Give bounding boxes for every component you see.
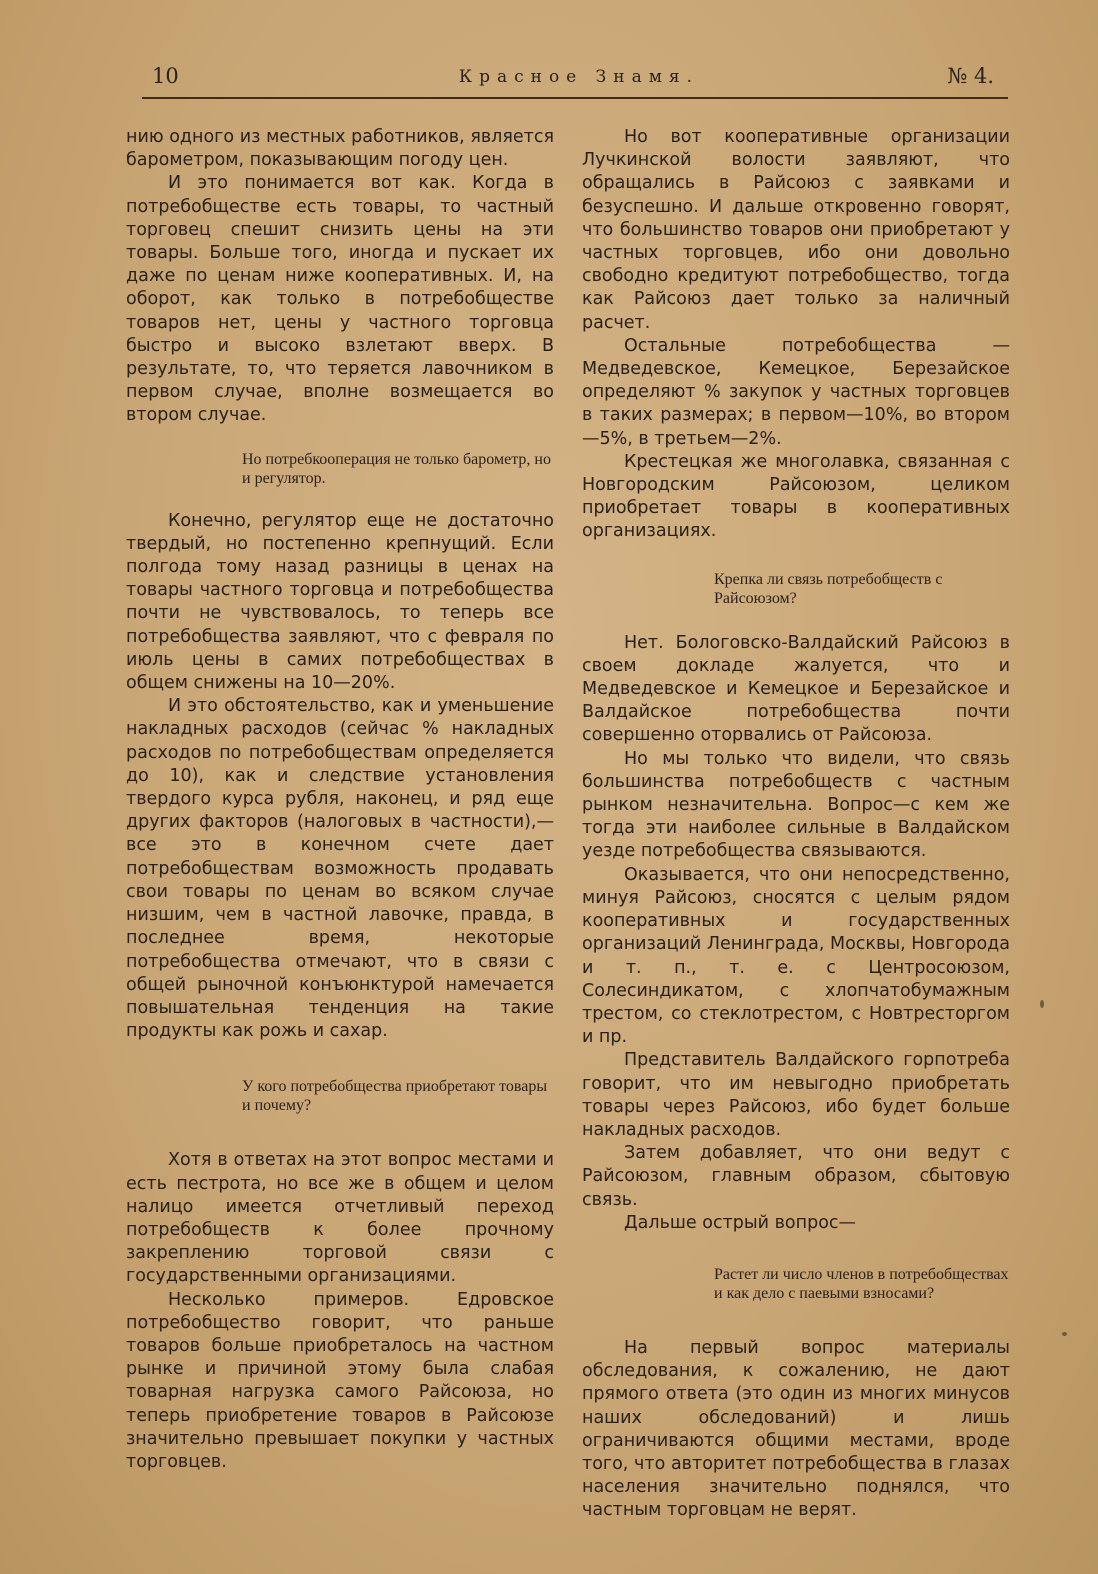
left-column — [126, 126, 554, 1474]
header-rule — [142, 97, 1008, 99]
section-subheading: Растет ли число членов в потребобществах и как дело с паевыми взносами? — [714, 1265, 1009, 1302]
paragraph: Несколько примеров. Едровское потребобщество говорит, что раньше товаров больше приобреталось на частном рынке и причиной этому была слабая товарная нагрузка самого Райсоюза, но теперь приобретение товаров в Райсоюзе значительно превышает покупки у частных торговцев. — [126, 1289, 554, 1472]
paragraph: Но вот кооперативные организации Лучкинской волости заявляют, что обращались в Райсоюз с заявками и безуспешно. И дальше откровенно говорят, что большинство товаров они приобретают у частных торговцев, ибо они довольно свободно кредитуют потребобщество, тогда как Райсоюз дает только за наличный расчет. — [582, 127, 1010, 333]
paragraph: нию одного из местных работников, является барометром, показывающим погоду цен. — [126, 127, 554, 171]
ink-spot — [1062, 1332, 1067, 1336]
right-column — [582, 126, 1010, 1523]
section-subheading: Крепка ли связь потребобществ с Райсоюзом? — [714, 570, 943, 607]
page-number: 10 — [152, 64, 179, 88]
issue-number: № 4. — [947, 64, 994, 88]
paragraph: Хотя в ответах на этот вопрос местами и есть пестрота, но все же в общем и целом налицо имеется отчетливый переход потребобществ к более прочному закреплению торговой связи с государственными организациями. — [126, 1150, 554, 1287]
paragraph: И это понимается вот как. Когда в потребобществе есть товары, то частный торговец спешит снизить цены на эти товары. Больше того, иногда и пускает их даже по ценам ниже кооперативных. И, на оборот, как только в потребобществе товаров нет, цены у частного торговца быстро и высоко взлетают вверх. В результате, то, что теряется лавочником в первом случае, вполне возмещается во втором случае. — [126, 173, 554, 426]
section-subheading: У кого потребобщества приобретают товары и почему? — [242, 1078, 548, 1115]
paragraph: Представитель Валдайского горпотреба говорит, что им невыгодно приобретать товары через Райсоюз, ибо будет больше накладных расходов. — [582, 1050, 1010, 1140]
journal-title: Красное Знамя. — [458, 67, 700, 87]
paragraph: Оказывается, что они непосредственно, минуя Райсоюз, сносятся с целым рядом кооперативных и государственных организаций Ленинграда, Москвы, Новгорода и т. п., т. е. с Центросоюзом, Солесиндикатом, с хлопчатобумажным трестом, со стеклотрестом, с Новтресторгом и пр. — [582, 864, 1010, 1048]
paragraph: Но мы только что видели, что связь большинства потребобществ с частным рынком незначительна. Вопрос—с кем же тогда эти наиболее сильные в Валдайском уезде потребобщества связываются. — [582, 748, 1010, 862]
paragraph: На первый вопрос материалы обследования, к сожалению, не дают прямого ответа (это один из многих минусов наших обследований) и лишь ограничиваются общими местами, вроде того, что авторитет потребобщества в глазах населения значительно поднялся, что частным торговцам не верят. — [582, 1337, 1010, 1521]
paragraph: Нет. Бологовско-Валдайский Райсоюз в своем докладе жалуется, что и Медведевское и Кемецкое и Березайское и Валдайское потребобщества почти совершенно оторвались от Райсоюза. — [582, 632, 1010, 746]
ink-spot — [1040, 1000, 1044, 1008]
paragraph: Затем добавляет, что они ведут с Райсоюзом, главным образом, сбытовую связь. — [582, 1143, 1010, 1210]
paragraph: Крестецкая же многолавка, связанная с Новгородским Райсоюзом, целиком приобретает товары в кооперативных организациях. — [582, 451, 1010, 542]
paragraph: Дальше острый вопрос— — [624, 1212, 857, 1233]
section-subheading: Но потребкооперация не только барометр, но и регулятор. — [242, 450, 551, 487]
page-header — [148, 64, 1010, 94]
paragraph: Конечно, регулятор еще не достаточно твердый, но постепенно крепнущий. Если полгода тому назад разницы в ценах на товары частного торговца и потребобщества почти не чувствовалось, то теперь все потребобщества заявляют, что с февраля по июль цены в самих потребобществах в общем снижены на 10—20%. — [126, 510, 554, 694]
paragraph: И это обстоятельство, как и уменьшение накладных расходов (сейчас % накладных расходов по потребобществам определяется до 10), как и следствие установления твердого курса рубля, наконец, и ряд еще других факторов (налоговых в частности),—все это в конечном счете дает потребобществам возможность продавать свои товары по ценам во всяком случае низшим, чем в частной лавочке, правда, в последнее время, некоторые потребобщества отмечают, что в связи с общей рыночной конъюнктурой намечается повышательная тенденция на такие продукты как рожь и сахар. — [126, 696, 554, 1042]
paragraph: Остальные потребобщества — Медведевское, Кемецкое, Березайское определяют % закупок у частных торговцев в таких размерах; в первом—10%, во втором—5%, в третьем—2%. — [582, 335, 1010, 449]
